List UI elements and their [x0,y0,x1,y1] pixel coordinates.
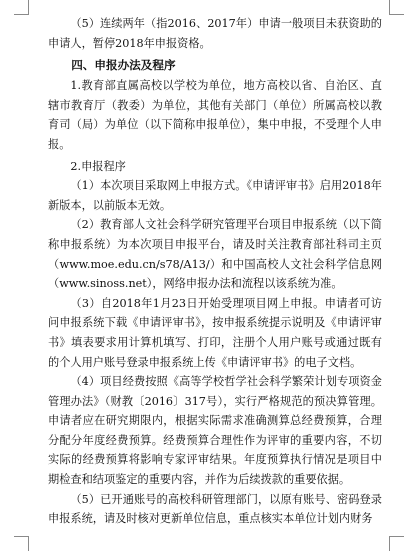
paragraph-2-title: 2.申报程序 [70,159,126,173]
paragraph-2-5: （5）已开通账号的高校科研管理部门，以原有账号、密码登录申报系统，请及时核对更新单位信息，重点核实本单位计划内财务 [48,492,382,526]
crop-mark-bottom-left [14,536,29,551]
crop-mark-bottom-right [389,536,404,551]
document-body [48,14,382,529]
paragraph-2-3: （3）自2018年1月23日开始受理项目网上申报。申请者可访问申报系统下载《申请评审书》，按申报系统提示说明及《申请评审书》填表要求用计算机填写、打印，注册个人用户账号或通过既有的个人用户账号登录申报系统上传《申请评审书》的电子文档。 [48,296,382,369]
paragraph-2-2: （2）教育部人文社会科学研究管理平台项目申报系统（以下简称申报系统）为本次项目申报平台，请及时关注教育部社科司主页（www.moe.edu.cn/s78/A13/）和中国高校人文社会科学信息网（www.sinoss.net），网络申报办法和流程以该系统为准。 [48,218,382,291]
paragraph-2-4: （4）项目经费按照《高等学校哲学社会科学繁荣计划专项资金管理办法》（财教〔2016〕317号），实行严格规范的预决算管理。申请者应在研究期限内，根据实际需求准确测算总经费预算，合理分配分年度经费预算。经费预算合理性作为评审的重要内容，不切实际的经费预算将影响专家评审结果。年度预算执行情况是项目中期检查和结项鉴定的重要内容，并作为后续拨款的重要依据。 [48,375,382,487]
paragraph-item-5: （5）连续两年（指2016、2017年）申请一般项目未获资助的申请人，暂停2018年申报资格。 [48,17,382,50]
crop-mark-top-right [389,0,404,15]
paragraph-1: 1.教育部直属高校以学校为单位，地方高校以省、自治区、直辖市教育厅（教委）为单位，其他有关部门（单位）所属高校以教育司（局）为单位（以下简称申报单位），集中申报，不受理个人申报。 [48,79,382,151]
section-heading-4: 四、申报办法及程序 [71,58,176,73]
paragraph-2-1: （1）本次项目采取网上申报方式。《申请评审书》启用2018年新版本，以前版本无效。 [48,179,382,212]
crop-mark-top-left [14,0,29,15]
